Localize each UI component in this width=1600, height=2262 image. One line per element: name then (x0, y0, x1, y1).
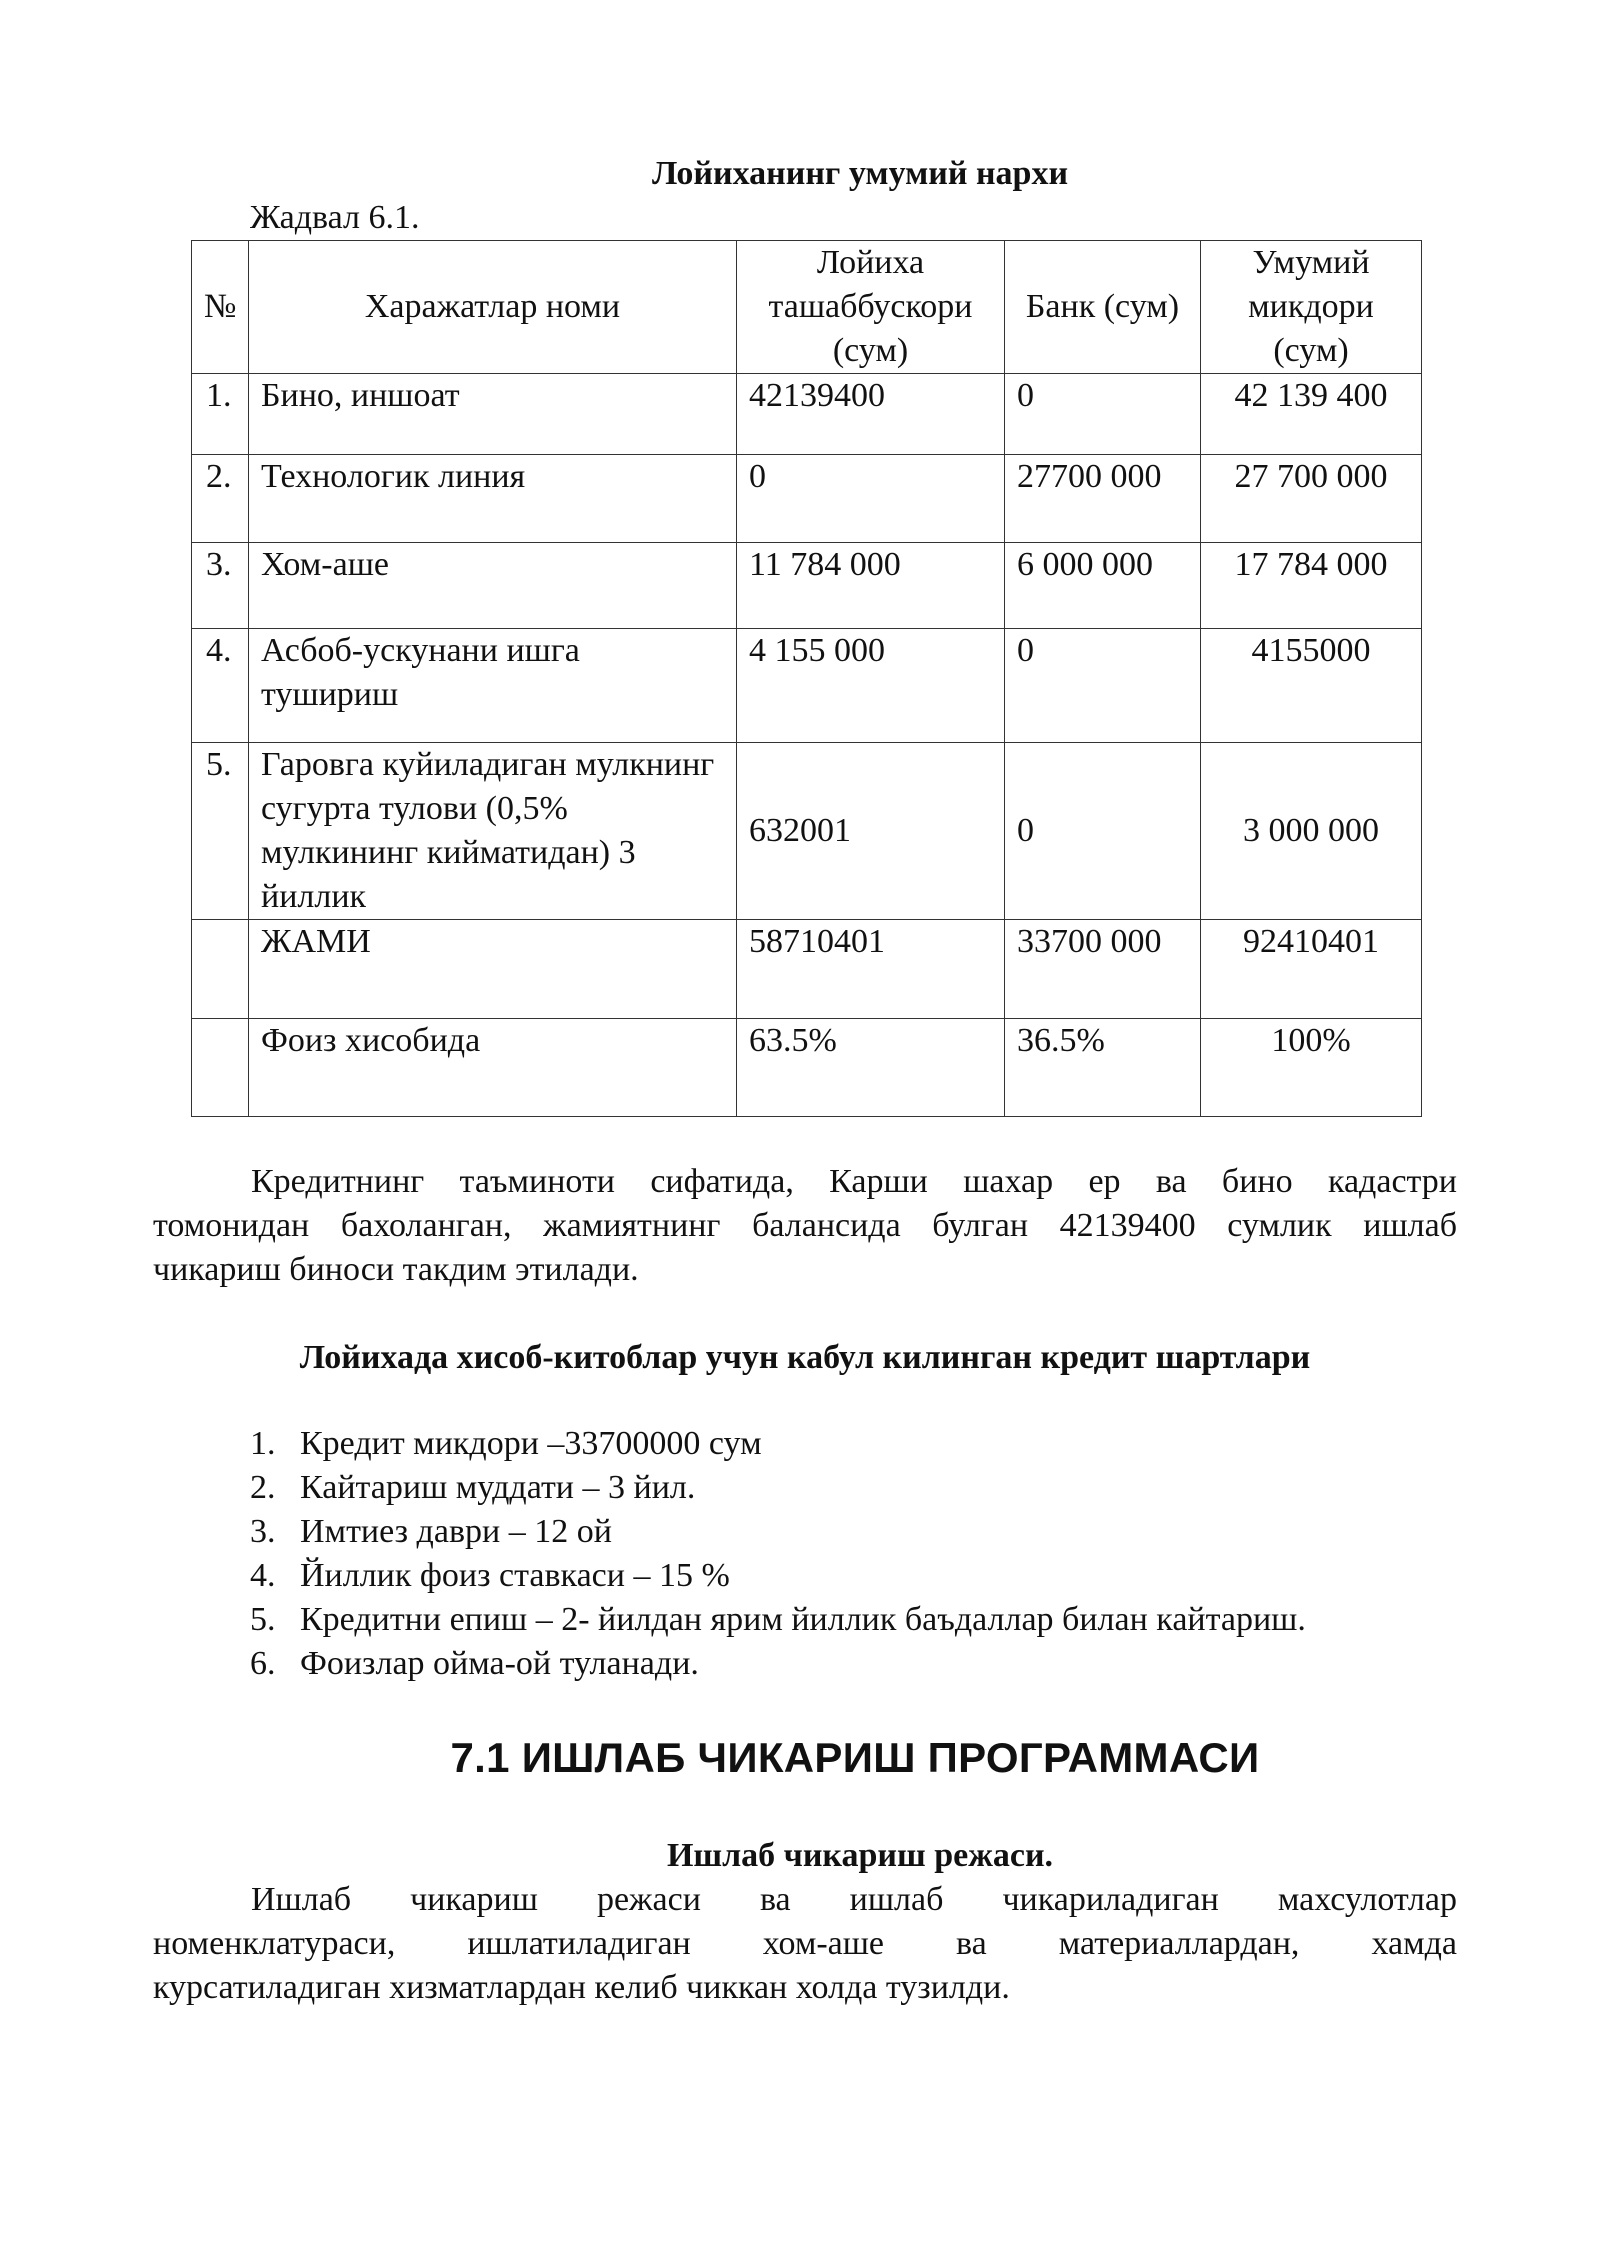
project-cost-table (191, 240, 1422, 1117)
row-total: 100% (1201, 1019, 1422, 1117)
credit-terms-list (250, 1422, 1306, 1686)
row-bank: 0 (1005, 629, 1201, 743)
row-number: 2. (192, 455, 249, 543)
row-initiator: 632001 (737, 743, 1005, 920)
row-number (192, 920, 249, 1019)
collateral-paragraph (153, 1160, 1457, 1292)
table-row (192, 743, 1422, 920)
list-item-number: 5. (250, 1601, 276, 1638)
row-number (192, 1019, 249, 1117)
row-total: 3 000 000 (1201, 743, 1422, 920)
table-header-row (192, 241, 1422, 374)
paragraph-line: Ишлаб чикариш режаси ва ишлаб чикариладиган махсулотлар (251, 1881, 1457, 1918)
row-total: 4155000 (1201, 629, 1422, 743)
list-item-text: Йиллик фоиз ставкаси – 15 % (300, 1557, 730, 1594)
list-item-number: 2. (250, 1469, 276, 1506)
row-name: Гаровга куйиладиган мулкнинг сугурта тулови (0,5% мулкининг кийматидан) 3 йиллик (249, 743, 737, 920)
table-row (192, 543, 1422, 629)
list-item-text: Кайтариш муддати – 3 йил. (300, 1469, 696, 1506)
table-row-total (192, 920, 1422, 1019)
row-name: Хом-аше (249, 543, 737, 629)
paragraph-line: Кредитнинг таъминоти сифатида, Карши шахар ер ва бино кадастри (251, 1163, 1457, 1200)
header-initiator: Лойиха ташаббускори (сум) (737, 241, 1005, 374)
list-item-number: 6. (250, 1645, 276, 1682)
table-row (192, 374, 1422, 455)
list-item (250, 1510, 1306, 1554)
row-name: ЖАМИ (249, 920, 737, 1019)
list-item-number: 4. (250, 1557, 276, 1594)
row-name: Технологик линия (249, 455, 737, 543)
list-item (250, 1598, 1306, 1642)
header-bank: Банк (сум) (1005, 241, 1201, 374)
credit-terms-heading: Лойихада хисоб-китоблар учун кабул килинган кредит шартлари (299, 1339, 1311, 1376)
row-initiator: 58710401 (737, 920, 1005, 1019)
section-heading: 7.1 ИШЛАБ ЧИКАРИШ ПРОГРАММАСИ (450, 1734, 1260, 1781)
row-initiator: 63.5% (737, 1019, 1005, 1117)
paragraph-line: чикариш биноси такдим этилади. (153, 1251, 639, 1288)
header-expense-name: Харажатлар номи (249, 241, 737, 374)
row-name: Фоиз хисобида (249, 1019, 737, 1117)
row-bank: 36.5% (1005, 1019, 1201, 1117)
list-item-text: Кредитни епиш – 2- йилдан ярим йиллик баъдаллар билан кайтариш. (300, 1601, 1306, 1638)
list-item (250, 1422, 1306, 1466)
list-item (250, 1466, 1306, 1510)
paragraph-line: номенклатураси, ишлатиладиган хом-аше ва материаллардан, хамда (153, 1925, 1457, 1962)
row-bank: 6 000 000 (1005, 543, 1201, 629)
row-name: Асбоб-ускунани ишга тушириш (249, 629, 737, 743)
row-initiator: 0 (737, 455, 1005, 543)
row-initiator: 42139400 (737, 374, 1005, 455)
table-row (192, 629, 1422, 743)
list-item-number: 1. (250, 1425, 276, 1462)
row-total: 92410401 (1201, 920, 1422, 1019)
row-bank: 27700 000 (1005, 455, 1201, 543)
production-plan-paragraph (153, 1878, 1457, 2010)
row-total: 42 139 400 (1201, 374, 1422, 455)
table-row (192, 455, 1422, 543)
table-title: Лойиханинг умумий нархи (651, 155, 1069, 192)
row-total: 17 784 000 (1201, 543, 1422, 629)
header-total: Умумий микдори (сум) (1201, 241, 1422, 374)
row-number: 3. (192, 543, 249, 629)
header-number: № (192, 241, 249, 374)
row-bank: 0 (1005, 374, 1201, 455)
row-initiator: 11 784 000 (737, 543, 1005, 629)
list-item-text: Имтиез даври – 12 ой (300, 1513, 612, 1550)
list-item (250, 1554, 1306, 1598)
row-number: 1. (192, 374, 249, 455)
paragraph-line: курсатиладиган хизматлардан келиб чиккан холда тузилди. (153, 1969, 1010, 2006)
table-label: Жадвал 6.1. (250, 199, 420, 236)
row-number: 5. (192, 743, 249, 920)
row-name: Бино, иншоат (249, 374, 737, 455)
row-number: 4. (192, 629, 249, 743)
list-item (250, 1642, 1306, 1686)
list-item-number: 3. (250, 1513, 276, 1550)
table-row-percent (192, 1019, 1422, 1117)
list-item-text: Фоизлар ойма-ой туланади. (300, 1645, 699, 1682)
sub-heading: Ишлаб чикариш режаси. (666, 1837, 1054, 1874)
list-item-text: Кредит микдори –33700000 сум (300, 1425, 762, 1462)
paragraph-line: томонидан бахоланган, жамиятнинг балансида булган 42139400 сумлик ишлаб (153, 1207, 1457, 1244)
row-bank: 0 (1005, 743, 1201, 920)
row-total: 27 700 000 (1201, 455, 1422, 543)
row-initiator: 4 155 000 (737, 629, 1005, 743)
row-bank: 33700 000 (1005, 920, 1201, 1019)
